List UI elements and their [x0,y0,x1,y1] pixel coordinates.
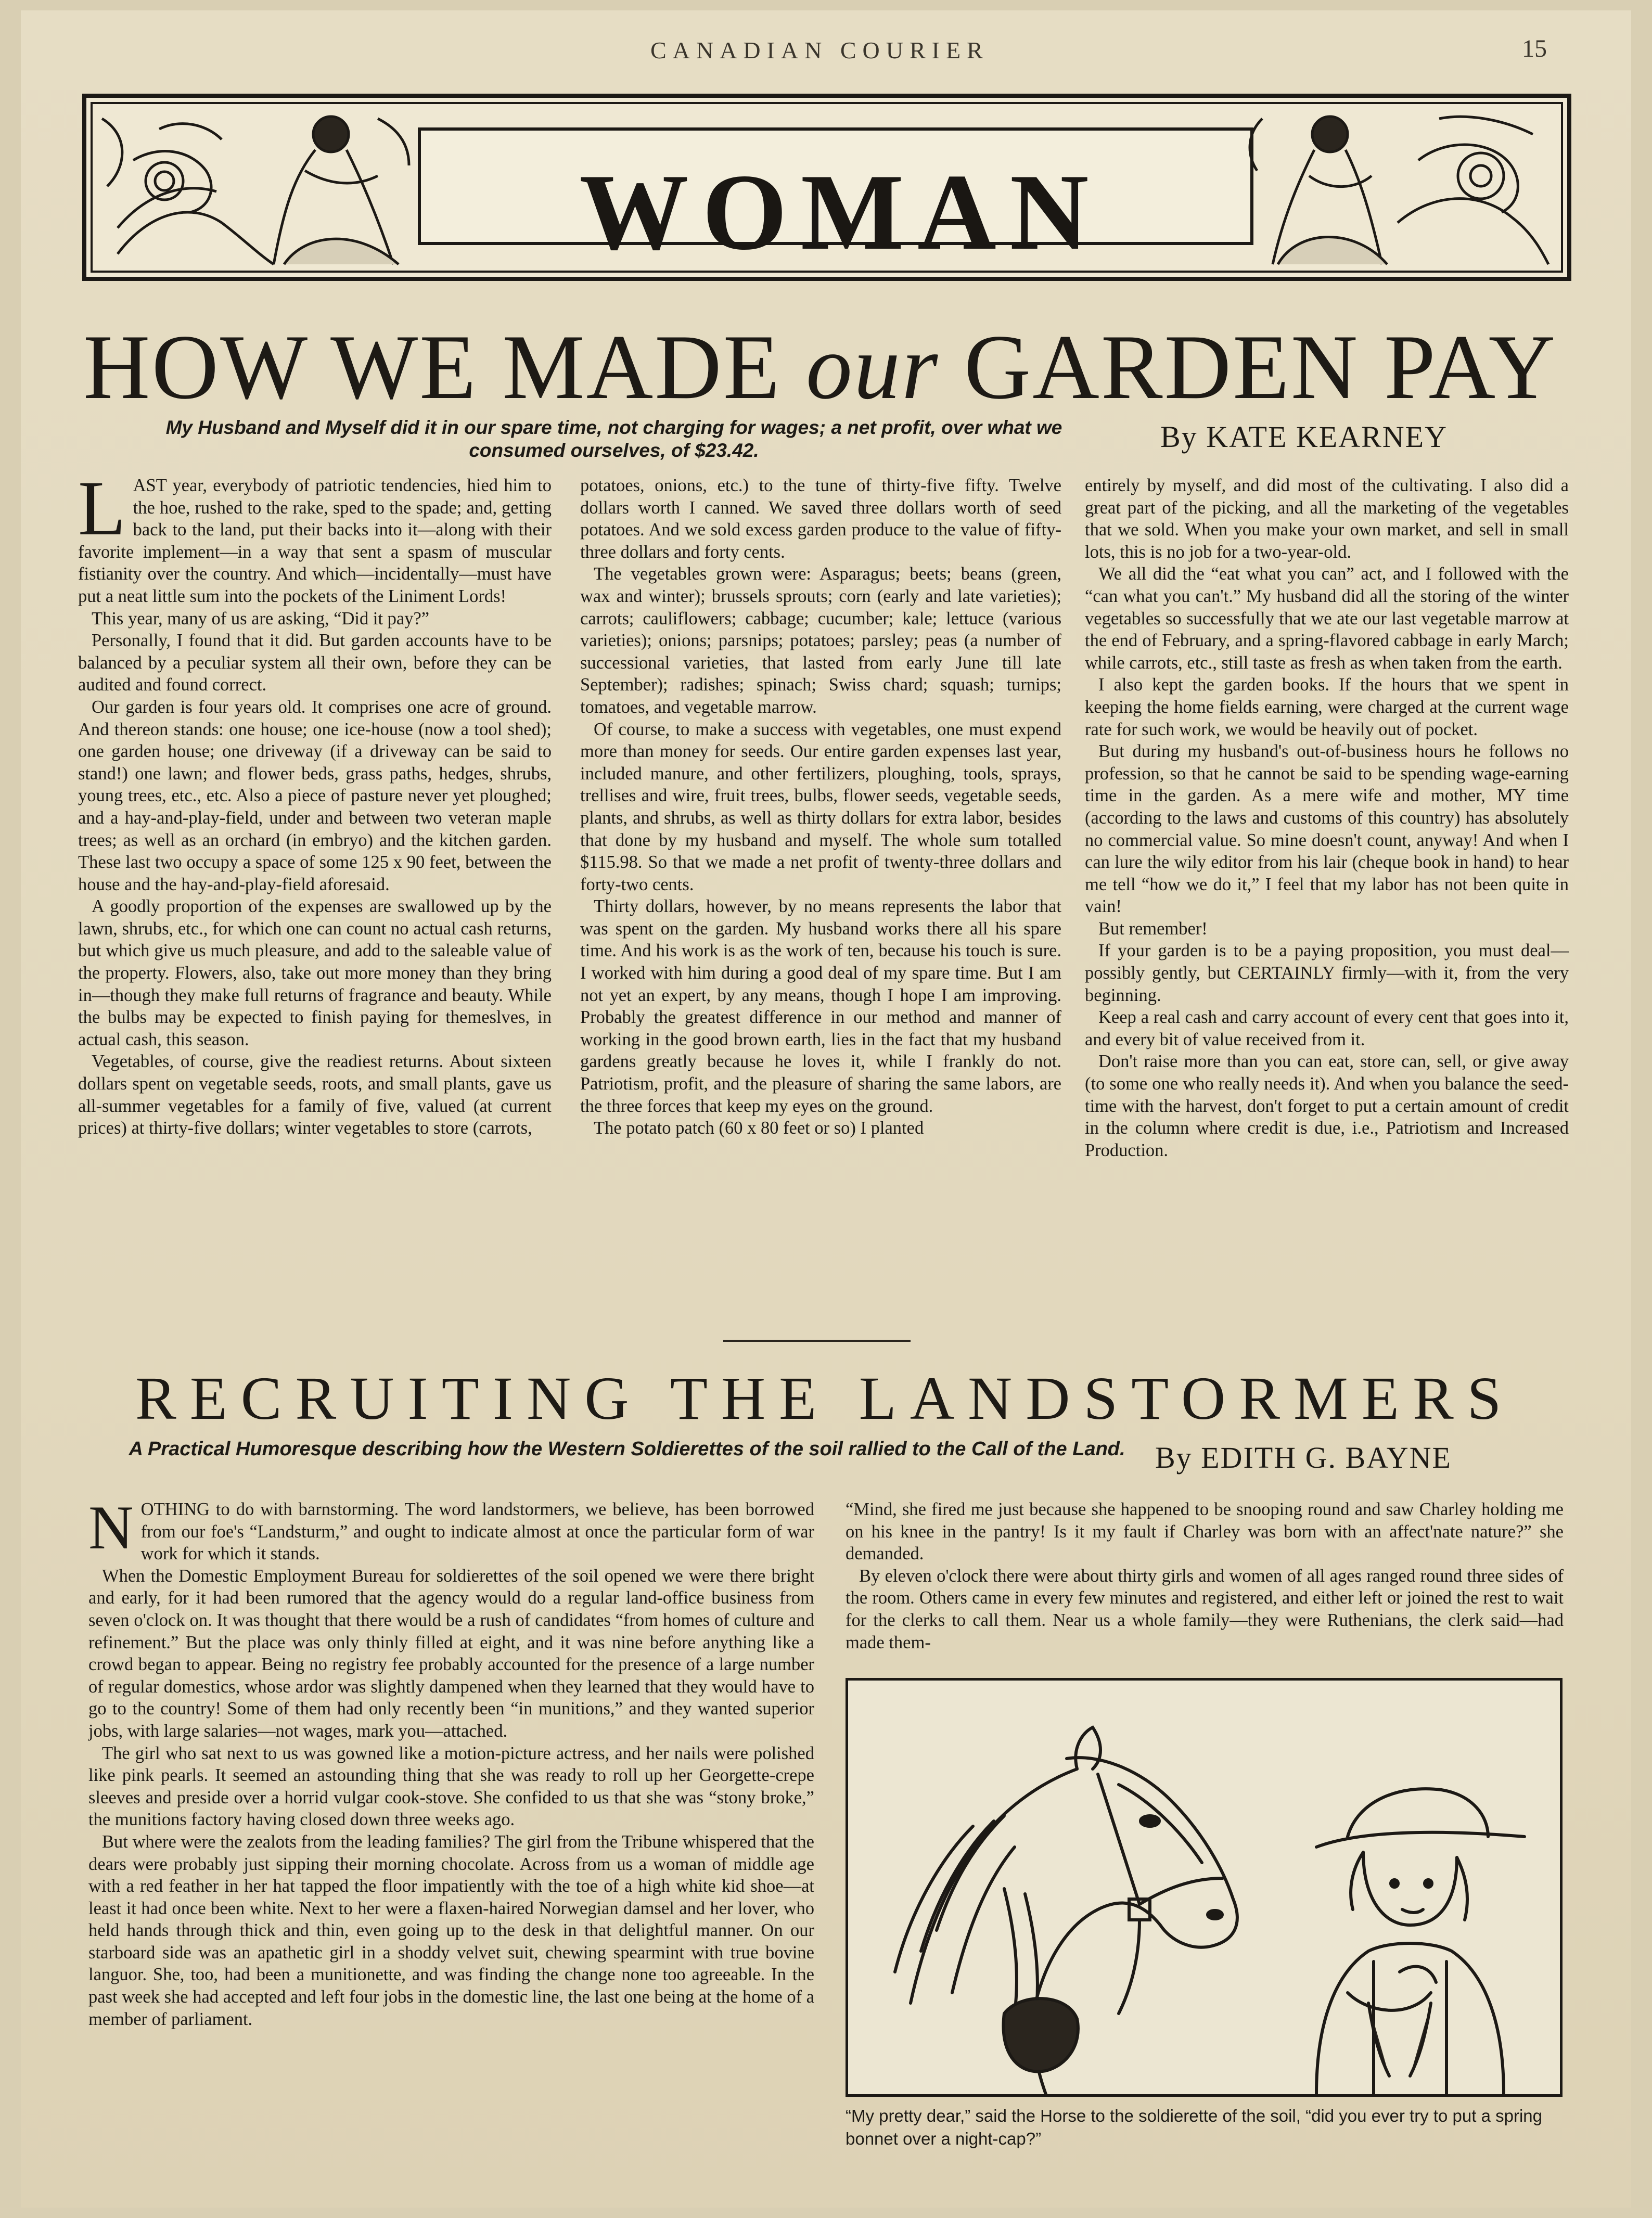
paragraph: I also kept the garden books. If the hours that we spent in keeping the home fields earning, were charged at the current wage rate for such work, we would be heavily out of pocket. [1085,675,1569,739]
paragraph: Keep a real cash and carry account of every cent that goes into it, and every bit of value received from it. [1085,1007,1569,1049]
headline-part2: GARDEN PAY [939,315,1557,418]
banner-title: WOMAN [579,152,1103,273]
paragraph: potatoes, onions, etc.) to the tune of thirty-five fifty. Twelve dollars worth I canned. We saved three dollars worth of seed potatoes. And we sold excess garden produce to the value of fifty-three dollars and forty cents. [580,476,1061,562]
illustration-drawing [848,1681,1560,2094]
paragraph: NOTHING to do with barnstorming. The word landstormers, we believe, has been borrowed from our foe's “Landsturm,” and ought to indicate almost at once the particular form of war work for which it stands. [88,1493,814,1564]
article2-headline: RECRUITING THE LANDSTORMERS [135,1364,1515,1432]
illustration-caption: “My pretty dear,” said the Horse to the soldierette of the soil, “did you ever try to put a spring bonnet over a night-cap?” [846,2106,1542,2148]
paragraph: This year, many of us are asking, “Did it pay?” [92,608,430,629]
paragraph: Personally, I found that it did. But garden accounts have to be balanced by a peculiar system all their own, before they can be audited and found correct. [78,631,552,695]
paragraph: entirely by myself, and did most of the cultivating. I also did a great part of the picking, and all the marketing of the vegetables that we sold. When you make your own market, and sell in small lots, this is no job for a two-year-old. [1085,476,1569,562]
page-number: 15 [1522,35,1547,62]
article2-byline: By EDITH G. BAYNE [1155,1441,1452,1475]
article-byline: By KATE KEARNEY [1160,420,1448,454]
headline-part1: HOW WE MADE [83,315,806,418]
horse-and-soldierette-illustration [846,1678,1563,2097]
paragraph: But during my husband's out-of-business hours he follows no profession, so that he cannot be said to be spending wage-earning time in the garden. As a mere wife and mother, MY time (according to the laws and customs of this country) has absolutely no commercial value. So mine doesn't count, anyway! And when I can lure the wily editor from his lair (cheque book in hand) to hear me tell “how we do it,” I feel that my labor has not been quite in vain! [1085,741,1569,917]
lead-word: OTHING [140,1499,210,1519]
section-banner [82,94,1571,281]
headline-italic: our [806,315,940,418]
paragraph: When the Domestic Employment Bureau for soldierettes of the soil opened we were there bright and early, for it had been rumored that the agency would do a regular land-office business from seven o'clock on. It was thought that there would be a rush of candidates “from homes of culture and refinement.” But the place was only thinly filled at eight, and it was nine before anything like a crowd began to appear. Being no registry fee probably accounted for the presence of a large number of regular domestics, whose ardor was slightly dampened when they learned that they would have to go to the country! Some of them had only recently been “in munitions,” and they wanted superior jobs, with large salaries—not wages, mark you—attached. [88,1566,814,1741]
paragraph: Vegetables, of course, give the readiest returns. About sixteen dollars spent on vegetable seeds, roots, and small plants, gave us all-summer vegetables for a family of five, valued (at current prices) at thirty-five dollars; winter vegetables to store (carrots, [78,1052,552,1138]
article1-column-1 [78,465,552,1139]
article2-column-1 [88,1493,814,2030]
article1-column-2 [580,475,1061,1139]
paragraph: The girl who sat next to us was gowned like a motion-picture actress, and her nails were polished like pink pearls. It seemed an astounding thing that she was ready to roll up her Georgette-crepe sleeves and preside over a horrid vulgar cook-stove. She confided to us that she was “stony broke,” the munitions factory having closed down three weeks ago. [88,1743,814,1830]
article2-subtitle: A Practical Humoresque describing how the Western Soldierettes of the soil rallied to the Call of the Land. [129,1438,1125,1460]
article-subtitle: My Husband and Myself did it in our spare time, not charging for wages; a net profit, over what we consumed ourselves, of $23.42. [165,417,1062,461]
section-divider [723,1340,911,1342]
paragraph: The vegetables grown were: Asparagus; beets; beans (green, wax and winter); brussels sprouts; corn (early and late varieties); carrots; cauliflowers; cabbage; cucumber; kale; lettuce (various varieties); onions; parsnips; potatoes; parsley; peas (a number of successional varieties, that lasted from early June till late September); radishes; spinach; Swiss chard; squash; turnips; tomatoes, and vegetable marrow. [580,564,1061,717]
paragraph: Thirty dollars, however, by no means represents the labor that was spent on the garden. My husband works there all his spare time. And his work is as the work of ten, because his touch is sure. I worked with him during a good deal of my spare time. But I am not yet an expert, by any means, though I hope I am improving. Probably the greatest difference in our method and manner of working in the good brown earth, lies in the fact that my husband gardens greatly because he loves it, while I frankly do not. Patriotism, profit, and the pleasure of sharing the same labors, are the three forces that keep my eyes on the ground. [580,896,1061,1116]
article-headline [83,317,1571,416]
running-head: CANADIAN COURIER [650,37,989,63]
drop-cap: N [88,1493,134,1562]
paragraph: But remember! [1098,918,1208,939]
paragraph: The potato patch (60 x 80 feet or so) I planted [594,1118,924,1138]
paragraph: We all did the “eat what you can” act, and I followed with the “can what you can't.” My husband did all the storing of the winter vegetables so successfully that we ate our last vegetable marrow at the end of February, and a spring-flavored cabbage in early March; while carrots, etc., still taste as fresh as when taken from the earth. [1085,564,1569,673]
paragraph: If your garden is to be a paying proposition, you must deal—possibly gently, but CERTAINLY firmly—with it, from the very beginning. [1085,941,1569,1005]
paragraph: A goodly proportion of the expenses are swallowed up by the lawn, shrubs, etc., for which one can count no actual cash returns, but which give us much pleasure, and add to the saleable value of the property. Flowers, also, take out more money than they bring in—though they make full returns of fragrance and beauty. While the bulbs may be expected to finish paying for themeslves, in actual cash, this season. [78,896,552,1049]
drop-cap: L [78,465,126,552]
paragraph: Of course, to make a success with vegetables, one must expend more than money for seeds. Our entire garden expenses last year, included manure, and other fertilizers, ploughing, tools, sprays, trellises and wire, fruit trees, bulbs, flower seeds, vegetable seeds, plants, and shrubs, as well as thirty dollars for extra labor, besides that done by my husband and myself. The whole sum totalled $115.98. So that we made a net profit of twenty-three dollars and forty-two cents. [580,719,1061,894]
paragraph: Our garden is four years old. It comprises one acre of ground. And thereon stands: one house; one ice-house (now a tool shed); one garden house; one driveway (if a driveway can be said to stand!) one lawn; and flower beds, grass paths, hedges, shrubs, young trees, etc., etc. Also a piece of pasture never yet ploughed; and a hay-and-play-field, under and between two veteran maple trees; as well as an orchard (in embryo) and the kitchen garden. These last two occupy a space of some 125 x 90 feet, between the house and the hay-and-play-field aforesaid. [78,697,552,894]
paragraph: Don't raise more than you can eat, store can, sell, or give away (to some one who really needs it). And when you balance the seed-time with the harvest, don't forget to put a certain amount of credit in the column where credit is due, i.e., Patriotism and Increased Production. [1085,1052,1569,1160]
paragraph: By eleven o'clock there were about thirty girls and women of all ages ranged round three sides of the room. Others came in every few minutes and registered, and either left or joined the rest to wait for the clerks to call them. Near us a whole family—they were Ruthenians, the clerk said—had made them- [846,1566,1564,1652]
paragraph: “Mind, she fired me just because she happened to be snooping round and saw Charley holding me on his knee in the pantry! Is it my fault if Charley was born with an affect'nate nature?” she demanded. [846,1499,1564,1564]
article2-column-2 [846,1498,1564,1653]
article1-column-3 [1085,475,1569,1161]
paragraph: But where were the zealots from the leading families? The girl from the Tribune whispered that the dears were probably just sipping their morning chocolate. Across from us a woman of middle age with a red feather in her hat tapped the floor impatiently with the toe of a high white kid shoe—at least it had once been white. Next to her were a flaxen-haired Norwegian damsel and her lover, who held hands through thick and thin, even going up to the desk in that delightful manner. On our starboard side was an apathetic girl in a shoddy velvet suit, chewing spearmint with true bovine languor. She, too, had been a munitionette, and was finding the change none too agreeable. In the past week she had accepted and left four jobs in the domestic line, the last one being at the home of a member of parliament. [88,1831,814,2029]
paragraph: LAST year, everybody of patriotic tendencies, hied him to the hoe, rushed to the rake, sped to the spade; and, getting back to the land, put their backs into it—along with their favorite implement—in a way that sent a spasm of muscular fistianity over the country. And which—incidentally—must have put a neat little sum into the pockets of the Liniment Lords! [78,465,552,606]
